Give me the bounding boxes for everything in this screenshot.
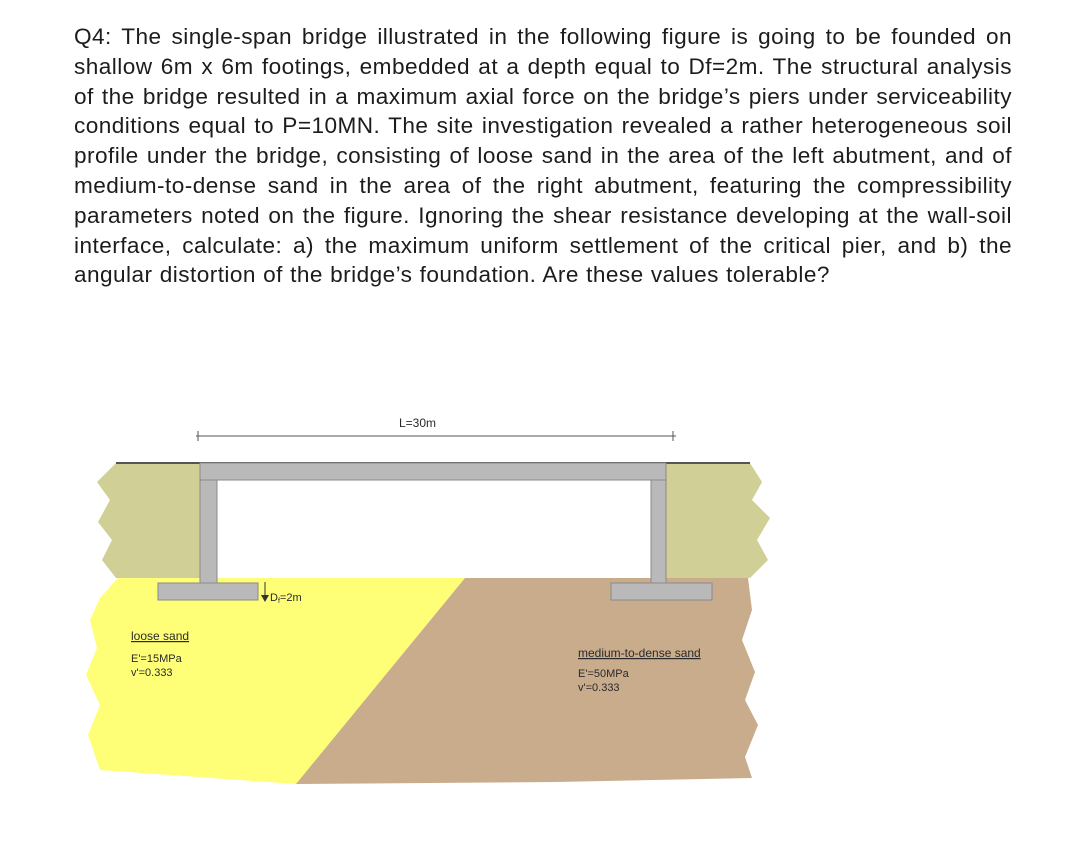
- left-pier-wall: [200, 480, 217, 583]
- loose-sand-poisson: v'=0.333: [131, 667, 173, 679]
- loose-sand-name: loose sand: [131, 629, 190, 643]
- loose-sand-modulus: E'=15MPa: [131, 653, 182, 665]
- left-footing: [158, 583, 258, 600]
- right-footing: [611, 583, 712, 600]
- left-backfill-block: [97, 463, 200, 578]
- bridge-deck: [200, 463, 666, 480]
- depth-label: Df=2m: [270, 592, 302, 605]
- span-label: L=30m: [399, 416, 437, 430]
- medium-sand-poisson: v'=0.333: [578, 682, 620, 694]
- right-pier-wall: [651, 480, 666, 583]
- right-backfill-block: [666, 463, 770, 578]
- medium-sand-name: medium-to-dense sand: [578, 646, 701, 660]
- question-text: Q4: The single-span bridge illustrated in the following figure is going to be founded on shallow 6m x 6m footings, embedded at a depth equal to Df=2m. The structural analysis of the bridge resulted in a maximum axial force on the bridge’s piers under serviceability conditions equal to P=10MN. The site investigation revealed a rather heterogeneous soil profile under the bridge, consisting of loose sand in the area of the left abutment, and of medium-to-dense sand in the area of the right abutment, featuring the compressibility parameters noted on the figure. Ignoring the shear resistance developing at the wall-soil interface, calculate: a) the maximum uniform settlement of the critical pier, and b) the angular distortion of the bridge’s foundation. Are these values tolerable?: [74, 24, 1012, 288]
- medium-sand-modulus: E'=50MPa: [578, 668, 629, 680]
